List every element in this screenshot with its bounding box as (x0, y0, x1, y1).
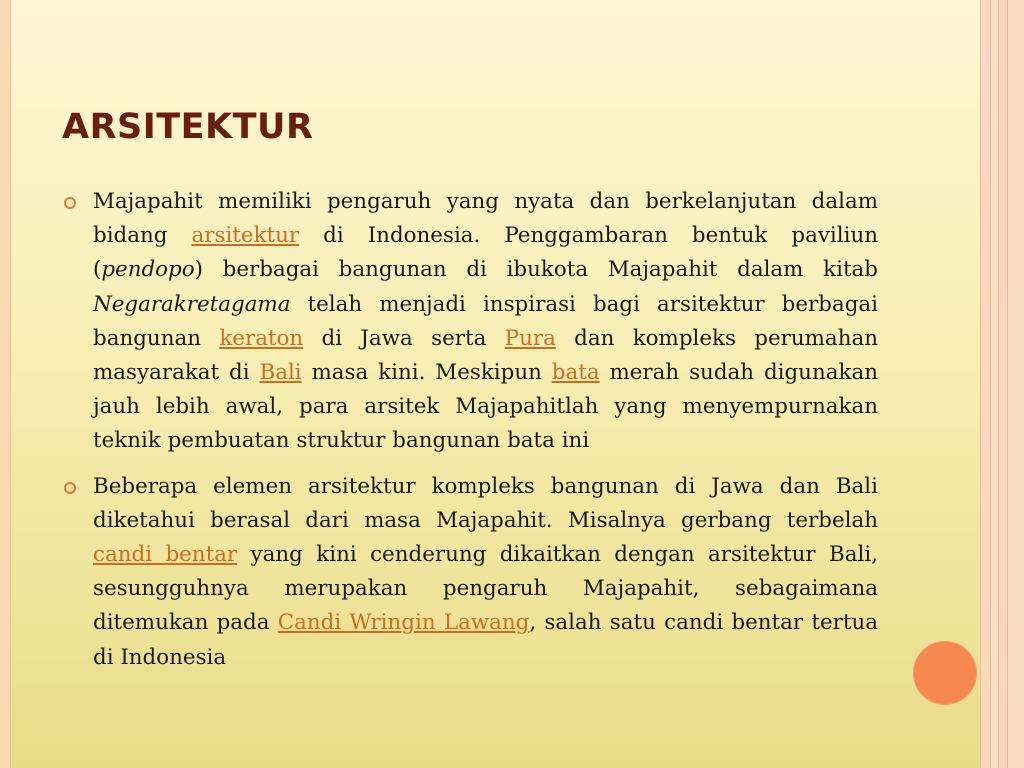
text-segment: ) berbagai bangunan di ibukota Majapahit dalam kitab (194, 257, 878, 283)
italic-term-pendopo: pendopo (101, 257, 195, 283)
italic-term-negarakretagama: Negarakretagama (93, 291, 291, 317)
text-segment: yang kini cenderung dikaitkan dengan arsitektur Bali, sesungguhnya merupakan pengaruh Majapahit, sebagaimana ditemukan pada (93, 542, 879, 636)
bullet-paragraph-1 (62, 185, 878, 459)
bullet-icon (64, 197, 76, 209)
text-segment: telah menjadi inspirasi bagi arsitektur berbagai bangunan (93, 291, 878, 351)
link-bali[interactable]: Bali (259, 360, 302, 386)
slide-title: ARSITEKTUR (62, 107, 314, 147)
right-edge-stripe (980, 0, 990, 768)
decorative-circle-icon (913, 641, 977, 705)
text-segment: di Jawa serta (303, 325, 505, 351)
text-segment: dan kompleks perumahan masyarakat di (93, 325, 878, 386)
link-arsitektur[interactable]: arsitektur (191, 223, 300, 249)
link-keraton[interactable]: keraton (219, 325, 304, 351)
right-edge-stripe (998, 0, 1007, 768)
right-edge-stripe (1007, 0, 1024, 768)
link-candi-bentar[interactable]: candi bentar (93, 542, 238, 568)
link-candi-wringin-lawang[interactable]: Candi Wringin Lawang (277, 610, 530, 636)
right-edge-stripe (990, 0, 998, 768)
text-segment: di Indonesia. Penggambaran bentuk paviliun ( (93, 223, 879, 283)
slide-body (62, 185, 878, 686)
link-pura[interactable]: Pura (504, 325, 556, 351)
bullet-paragraph-2 (62, 470, 878, 675)
text-segment: Majapahit memiliki pengaruh yang nyata dan berkelanjutan dalam bidang (93, 189, 878, 249)
link-bata[interactable]: bata (551, 360, 600, 386)
left-edge-strip (0, 0, 11, 768)
text-segment: masa kini. Meskipun (301, 360, 552, 386)
bullet-icon (64, 482, 76, 494)
text-segment: merah sudah digunakan jauh lebih awal, para arsitek Majapahitlah yang menyempurnakan teknik pembuatan struktur bangunan bata ini (93, 360, 878, 454)
text-segment: , salah satu candi bentar tertua di Indonesia (93, 610, 878, 670)
text-segment: Beberapa elemen arsitektur kompleks bangunan di Jawa dan Bali diketahui berasal dari masa Majapahit. Misalnya gerbang terbelah (93, 473, 878, 533)
